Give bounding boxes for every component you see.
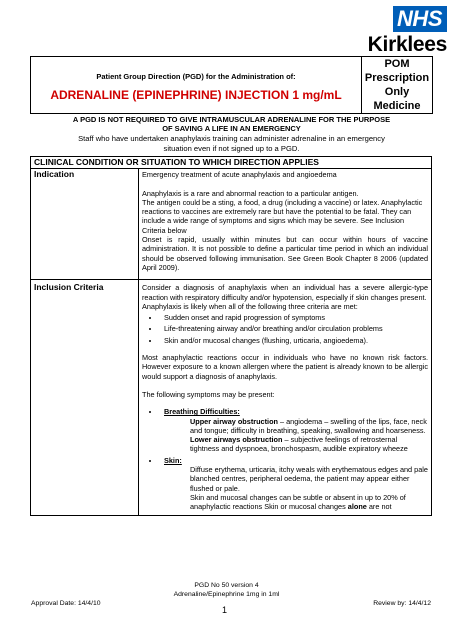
classification-line: Prescription: [364, 72, 430, 84]
document-header: [30, 56, 433, 114]
page-number: 1: [222, 605, 228, 615]
classification-line: Only: [384, 86, 410, 98]
indication-label: Indication: [31, 169, 139, 280]
criteria-item: • Sudden onset and rapid progression of symptoms: [160, 313, 428, 322]
symptom-list: [160, 407, 428, 511]
inclusion-paragraph: Consider a diagnosis of anaphylaxis when an individual has a severe allergic-type reaction with respiratory difficulty and/or hypotension, especially if skin changes present.: [142, 283, 428, 302]
drug-title: ADRENALINE (EPINEPHRINE) INJECTION 1 mg/mL: [50, 88, 342, 102]
symptom-item-breathing: [160, 407, 428, 453]
symptom-detail: [190, 435, 428, 454]
indication-paragraph: Onset is rapid, usually within minutes but can occur within hours of vaccine administration. It is not possible to define a particular time period in which an individual should be observed following immunisation. See Green Book Chapter 8 2006 (updated April 2009).: [142, 235, 428, 272]
indication-paragraph: The antigen could be a sting, a food, a drug (including a vaccine) or latex. Anaphylactic reactions to vaccines are extremely rare but have the potential to be fatal. They can include a wide range of symptoms and signs which may be severe. See Inclusion Criteria below: [142, 197, 423, 235]
classification-line: POM: [384, 58, 410, 70]
indication-summary: Emergency treatment of acute anaphylaxis and angioedema: [142, 170, 337, 180]
symptom-detail: [190, 493, 428, 512]
approval-date: Approval Date: 14/4/10: [31, 600, 101, 607]
lower-airway-text: – subjective feelings of retrosternal tightness and dyspnoea, bronchospasm, audible expiratory wheeze: [190, 435, 408, 454]
inclusion-label: Inclusion Criteria: [31, 280, 139, 515]
inclusion-paragraph: Most anaphylactic reactions occur in individuals who have no known risk factors. However exposure to a known allergen where the patient is already known to be allergic would support a diagnosis of anaphylaxis.: [142, 353, 428, 381]
clinical-condition-table: [30, 156, 432, 516]
notice-line: OF SAVING A LIFE IN AN EMERGENCY: [162, 124, 301, 133]
symptom-detail: [190, 417, 428, 436]
symptom-heading: Breathing Difficulties:: [164, 407, 240, 417]
page-footer: [0, 581, 453, 608]
notice-line: A PGD IS NOT REQUIRED TO GIVE INTRAMUSCULAR ADRENALINE FOR THE PURPOSE: [72, 115, 391, 124]
skin-emphasis: alone: [347, 502, 367, 512]
upper-airway-text: – angiodema – swelling of the lips, face, neck and tongue; difficulty in breathing, speaking, swallowing and hoarseness.: [190, 416, 427, 435]
lower-airway-term: Lower airways obstruction: [190, 435, 283, 445]
inclusion-paragraph: Anaphylaxis is likely when all of the following three criteria are met:: [142, 301, 358, 311]
indication-paragraph: Anaphylaxis is a rare and abnormal reaction to a particular antigen.: [142, 188, 359, 198]
review-date: Review by: 14/4/12: [373, 600, 431, 607]
header-subtitle: Patient Group Direction (PGD) for the Administration of:: [96, 72, 296, 81]
nhs-logo: NHS: [393, 6, 447, 32]
symptom-detail: Diffuse erythema, urticaria, itchy weals with erythematous edges and pale blanched centres, peripheral oedema, the patient may appear either flushed or pale.: [190, 465, 428, 493]
symptom-heading: Skin:: [164, 455, 182, 465]
header-title-cell: [31, 57, 362, 113]
org-name: Kirklees: [367, 33, 447, 56]
skin-text: Skin and mucosal changes can be subtle or absent in up to 20% of anaphylactic reactions Skin or mucosal changes: [190, 492, 406, 512]
notice-line: Staff who have undertaken anaphylaxis training can administer adrenaline in an emergency: [78, 134, 385, 143]
nhs-kirklees-logo: [351, 6, 447, 56]
symptom-item-skin: [160, 456, 428, 512]
inclusion-row: [31, 280, 432, 515]
section-heading: CLINICAL CONDITION OR SITUATION TO WHICH DIRECTION APPLIES: [31, 157, 432, 169]
pgd-notice: [30, 115, 433, 153]
criteria-item: • Life-threatening airway and/or breathing and/or circulation problems: [160, 324, 428, 333]
footer-pgd: PGD No 50 version 4: [194, 582, 259, 589]
criteria-list: [160, 313, 428, 345]
inclusion-paragraph: The following symptoms may be present:: [142, 389, 275, 399]
indication-content: [139, 169, 432, 280]
inclusion-content: [139, 280, 432, 515]
classification-line: Medicine: [373, 100, 421, 112]
classification-cell: [362, 57, 432, 113]
indication-row: [31, 169, 432, 280]
skin-text-end: are not: [366, 502, 392, 512]
notice-line: situation even if not signed up to a PGD.: [163, 143, 300, 153]
upper-airway-term: Upper airway obstruction: [190, 416, 278, 426]
criteria-item: • Skin and/or mucosal changes (flushing, urticaria, angioedema).: [160, 336, 428, 345]
footer-drug: Adrenaline/Epinephrine 1mg in 1ml: [173, 591, 280, 598]
